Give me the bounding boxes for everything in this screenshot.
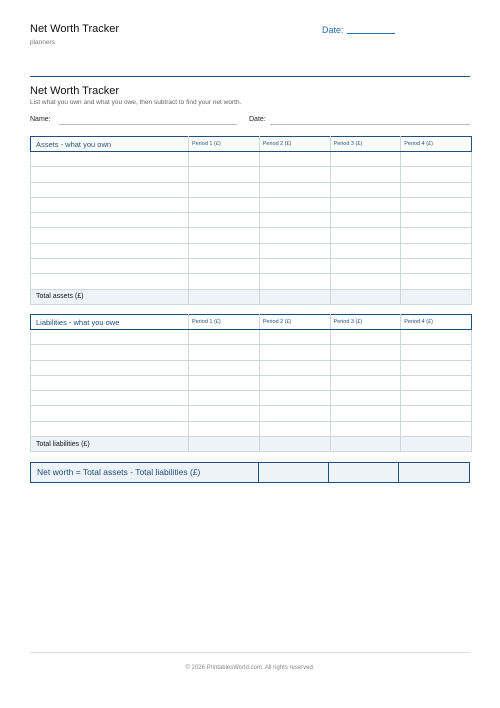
assets-entry-row xyxy=(31,243,472,258)
assets-total-cell[interactable] xyxy=(401,289,472,304)
assets-amount-cell[interactable] xyxy=(189,259,260,274)
assets-header-row xyxy=(31,137,472,152)
liabilities-amount-cell[interactable] xyxy=(189,391,260,406)
assets-entry-row xyxy=(31,213,472,228)
liabilities-entry-row xyxy=(31,345,472,360)
liabilities-amount-cell[interactable] xyxy=(189,330,260,345)
assets-amount-cell[interactable] xyxy=(401,167,472,182)
assets-amount-cell[interactable] xyxy=(189,213,260,228)
assets-item-cell[interactable] xyxy=(31,228,189,243)
assets-amount-cell[interactable] xyxy=(259,167,330,182)
liabilities-total-label: Total liabilities (£) xyxy=(31,437,189,452)
liabilities-amount-cell[interactable] xyxy=(189,360,260,375)
liabilities-amount-cell[interactable] xyxy=(259,421,330,436)
assets-amount-cell[interactable] xyxy=(330,274,401,289)
header-date-line xyxy=(347,33,395,34)
assets-period-header: Period 2 (£) xyxy=(259,137,330,152)
name-date-row xyxy=(30,116,470,126)
assets-amount-cell[interactable] xyxy=(259,228,330,243)
liabilities-amount-cell[interactable] xyxy=(259,345,330,360)
liabilities-heading: Liabilities - what you owe xyxy=(31,315,189,330)
date-label: Date: xyxy=(249,116,266,123)
liabilities-amount-cell[interactable] xyxy=(330,375,401,390)
header-date-label: Date: xyxy=(322,25,344,35)
liabilities-amount-cell[interactable] xyxy=(401,330,472,345)
liabilities-entry-row xyxy=(31,391,472,406)
date-field[interactable] xyxy=(270,124,470,125)
assets-amount-cell[interactable] xyxy=(401,243,472,258)
page-subtitle: planners xyxy=(30,39,55,46)
sheet-title: Net Worth Tracker xyxy=(30,85,120,97)
liabilities-amount-cell[interactable] xyxy=(330,330,401,345)
assets-item-cell[interactable] xyxy=(31,274,189,289)
assets-amount-cell[interactable] xyxy=(401,213,472,228)
name-field[interactable] xyxy=(59,124,237,125)
liabilities-item-cell[interactable] xyxy=(31,360,189,375)
liabilities-period-header: Period 1 (£) xyxy=(189,315,260,330)
assets-entry-row xyxy=(31,152,472,167)
liabilities-amount-cell[interactable] xyxy=(259,391,330,406)
assets-amount-cell[interactable] xyxy=(330,243,401,258)
net-worth-cell[interactable] xyxy=(259,463,329,482)
assets-heading: Assets - what you own xyxy=(31,137,189,152)
assets-amount-cell[interactable] xyxy=(330,213,401,228)
liabilities-entry-row xyxy=(31,330,472,345)
assets-amount-cell[interactable] xyxy=(401,228,472,243)
liabilities-total-row xyxy=(31,437,472,452)
assets-period-header: Period 4 (£) xyxy=(401,137,472,152)
assets-entry-row xyxy=(31,228,472,243)
liabilities-amount-cell[interactable] xyxy=(330,421,401,436)
net-worth-row xyxy=(30,462,470,483)
liabilities-amount-cell[interactable] xyxy=(401,421,472,436)
liabilities-entry-row xyxy=(31,421,472,436)
liabilities-total-cell[interactable] xyxy=(330,437,401,452)
liabilities-header-row xyxy=(31,315,472,330)
assets-table xyxy=(30,136,472,305)
assets-item-cell[interactable] xyxy=(31,259,189,274)
footer-divider xyxy=(30,652,470,653)
assets-amount-cell[interactable] xyxy=(330,197,401,212)
assets-rows xyxy=(31,152,472,290)
assets-item-cell[interactable] xyxy=(31,182,189,197)
assets-amount-cell[interactable] xyxy=(189,243,260,258)
assets-amount-cell[interactable] xyxy=(189,228,260,243)
assets-entry-row xyxy=(31,197,472,212)
liabilities-amount-cell[interactable] xyxy=(401,375,472,390)
assets-amount-cell[interactable] xyxy=(189,274,260,289)
liabilities-amount-cell[interactable] xyxy=(259,375,330,390)
assets-amount-cell[interactable] xyxy=(259,197,330,212)
assets-amount-cell[interactable] xyxy=(259,274,330,289)
liabilities-item-cell[interactable] xyxy=(31,330,189,345)
liabilities-amount-cell[interactable] xyxy=(401,391,472,406)
liabilities-item-cell[interactable] xyxy=(31,406,189,421)
assets-amount-cell[interactable] xyxy=(259,213,330,228)
liabilities-entry-row xyxy=(31,406,472,421)
assets-item-cell[interactable] xyxy=(31,167,189,182)
assets-amount-cell[interactable] xyxy=(330,182,401,197)
liabilities-table xyxy=(30,314,472,452)
liabilities-amount-cell[interactable] xyxy=(259,406,330,421)
assets-total-cell[interactable] xyxy=(189,289,260,304)
liabilities-amount-cell[interactable] xyxy=(330,406,401,421)
net-worth-cell[interactable] xyxy=(399,463,469,482)
net-worth-label: Net worth = Total assets - Total liabilities (£) xyxy=(31,463,259,482)
assets-item-cell[interactable] xyxy=(31,152,189,167)
assets-amount-cell[interactable] xyxy=(189,167,260,182)
liabilities-item-cell[interactable] xyxy=(31,345,189,360)
name-label: Name: xyxy=(30,116,51,123)
liabilities-amount-cell[interactable] xyxy=(259,330,330,345)
assets-amount-cell[interactable] xyxy=(401,274,472,289)
net-worth-cell[interactable] xyxy=(329,463,399,482)
header-divider xyxy=(30,76,470,77)
page-title: Net Worth Tracker xyxy=(30,23,120,35)
liabilities-amount-cell[interactable] xyxy=(401,345,472,360)
liabilities-total-cell[interactable] xyxy=(401,437,472,452)
sheet-instructions: List what you own and what you owe, then subtract to find your net worth. xyxy=(30,99,242,106)
liabilities-amount-cell[interactable] xyxy=(401,406,472,421)
assets-total-label: Total assets (£) xyxy=(31,289,189,304)
liabilities-period-header: Period 4 (£) xyxy=(401,315,472,330)
liabilities-entry-row xyxy=(31,375,472,390)
assets-amount-cell[interactable] xyxy=(330,259,401,274)
liabilities-period-header: Period 2 (£) xyxy=(259,315,330,330)
assets-amount-cell[interactable] xyxy=(189,182,260,197)
assets-amount-cell[interactable] xyxy=(259,152,330,167)
assets-amount-cell[interactable] xyxy=(330,167,401,182)
liabilities-item-cell[interactable] xyxy=(31,375,189,390)
liabilities-amount-cell[interactable] xyxy=(330,360,401,375)
assets-amount-cell[interactable] xyxy=(401,182,472,197)
assets-total-cell[interactable] xyxy=(330,289,401,304)
liabilities-amount-cell[interactable] xyxy=(189,406,260,421)
liabilities-amount-cell[interactable] xyxy=(330,391,401,406)
liabilities-total-cell[interactable] xyxy=(189,437,260,452)
assets-entry-row xyxy=(31,259,472,274)
liabilities-item-cell[interactable] xyxy=(31,391,189,406)
liabilities-amount-cell[interactable] xyxy=(189,375,260,390)
assets-amount-cell[interactable] xyxy=(259,182,330,197)
assets-period-header: Period 1 (£) xyxy=(189,137,260,152)
assets-total-cell[interactable] xyxy=(259,289,330,304)
assets-amount-cell[interactable] xyxy=(401,152,472,167)
liabilities-entry-row xyxy=(31,360,472,375)
liabilities-total-cell[interactable] xyxy=(259,437,330,452)
header-date-field[interactable] xyxy=(322,25,395,35)
liabilities-rows xyxy=(31,330,472,437)
assets-amount-cell[interactable] xyxy=(330,152,401,167)
assets-amount-cell[interactable] xyxy=(330,228,401,243)
liabilities-item-cell[interactable] xyxy=(31,421,189,436)
liabilities-amount-cell[interactable] xyxy=(259,360,330,375)
liabilities-amount-cell[interactable] xyxy=(330,345,401,360)
footer-copyright: © 2026 PrintablesWorld.com. All rights reserved. xyxy=(185,665,315,671)
assets-item-cell[interactable] xyxy=(31,197,189,212)
assets-amount-cell[interactable] xyxy=(259,243,330,258)
liabilities-period-header: Period 3 (£) xyxy=(330,315,401,330)
liabilities-amount-cell[interactable] xyxy=(401,360,472,375)
assets-amount-cell[interactable] xyxy=(189,152,260,167)
assets-item-cell[interactable] xyxy=(31,213,189,228)
liabilities-amount-cell[interactable] xyxy=(189,345,260,360)
liabilities-amount-cell[interactable] xyxy=(189,421,260,436)
assets-entry-row xyxy=(31,167,472,182)
assets-entry-row xyxy=(31,274,472,289)
assets-amount-cell[interactable] xyxy=(401,259,472,274)
assets-total-row xyxy=(31,289,472,304)
assets-period-header: Period 3 (£) xyxy=(330,137,401,152)
assets-entry-row xyxy=(31,182,472,197)
assets-amount-cell[interactable] xyxy=(401,197,472,212)
assets-amount-cell[interactable] xyxy=(259,259,330,274)
assets-amount-cell[interactable] xyxy=(189,197,260,212)
assets-item-cell[interactable] xyxy=(31,243,189,258)
